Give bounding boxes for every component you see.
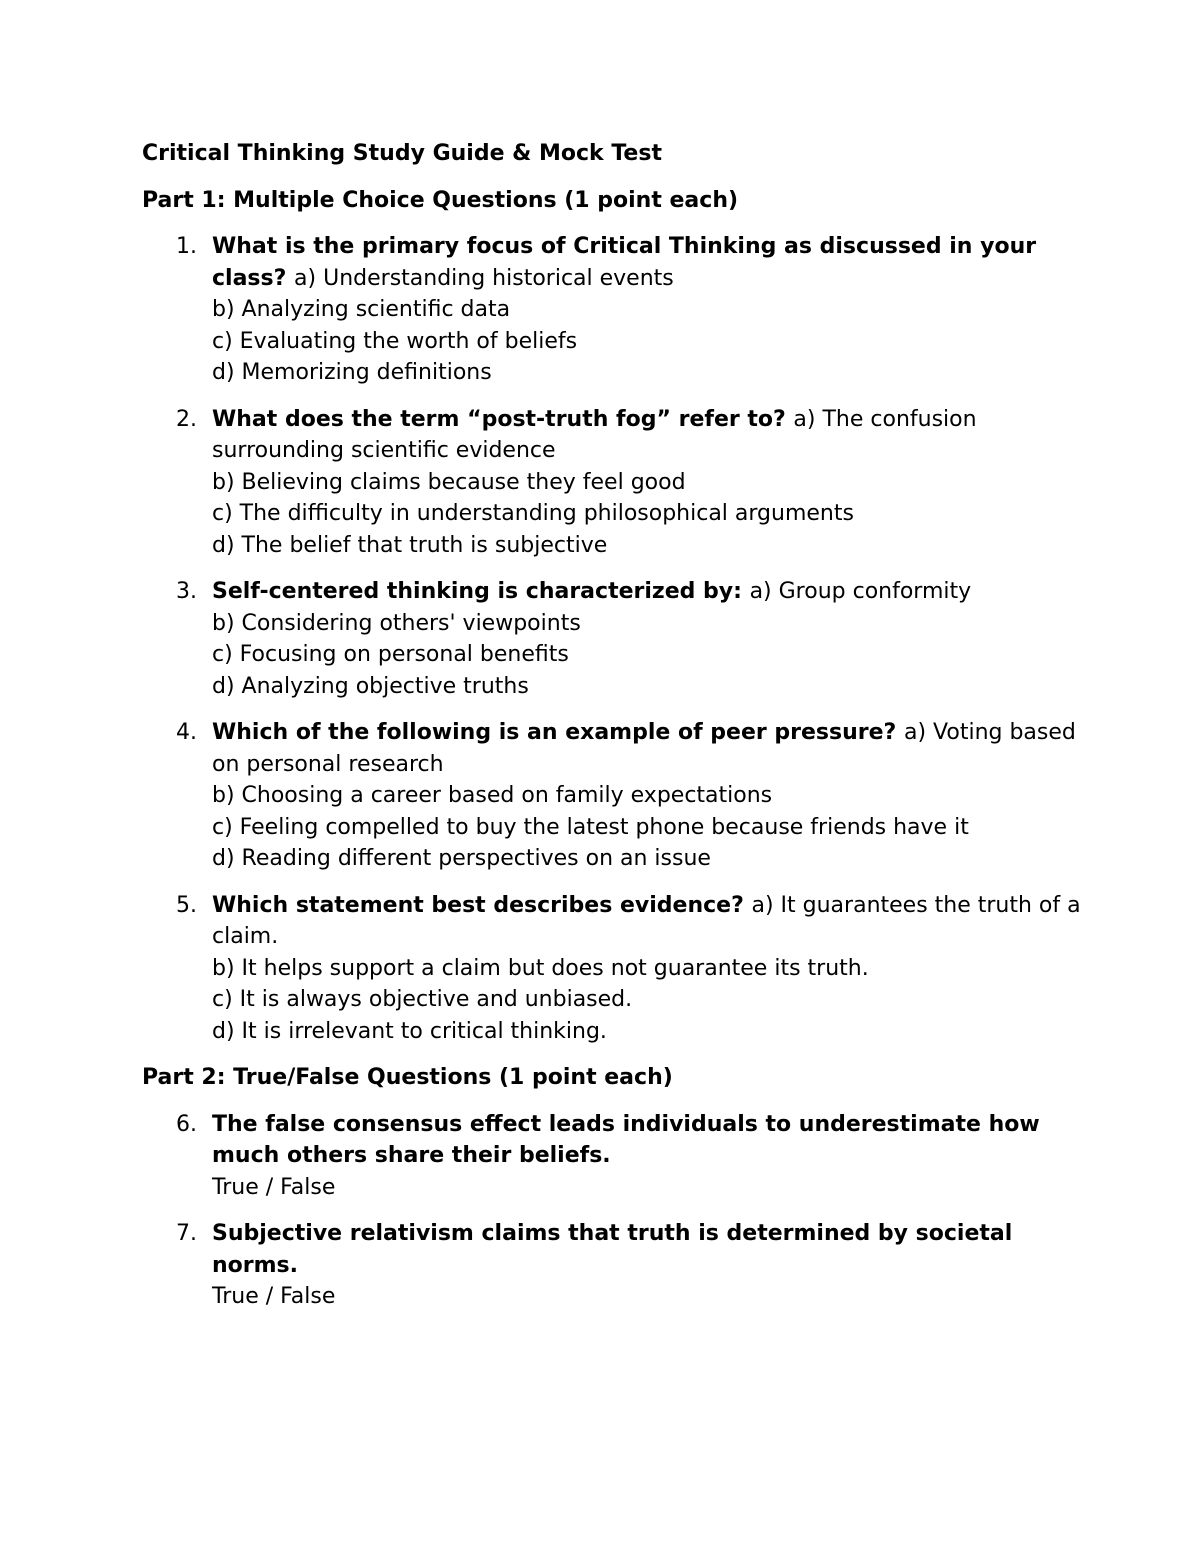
true-false-list (142, 1109, 1082, 1313)
true-false-answer: True / False (212, 1174, 336, 1200)
question-2 (142, 404, 1082, 562)
question-number: 1. (176, 234, 197, 259)
option-d: d) Reading different perspectives on an issue (212, 846, 711, 871)
option-d: d) Analyzing objective truths (212, 673, 529, 699)
question-number: 2. (176, 406, 197, 432)
question-5 (142, 890, 1082, 1048)
option-c: c) It is always objective and unbiased. (212, 987, 633, 1012)
question-number: 5. (176, 892, 197, 918)
question-text: Which statement best describes evidence? (212, 892, 752, 918)
true-false-answer: True / False (212, 1284, 336, 1309)
question-1 (142, 231, 1082, 389)
option-b: b) Considering others' viewpoints (212, 610, 581, 636)
question-number: 7. (176, 1221, 197, 1246)
question-text: The false consensus effect leads individuals to underestimate how much others share their beliefs. (212, 1111, 1040, 1168)
option-c: c) Evaluating the worth of beliefs (212, 328, 578, 354)
question-text: Self-centered thinking is characterized by: (212, 579, 750, 604)
option-d: d) Memorizing definitions (212, 360, 492, 385)
part1-heading: Part 1: Multiple Choice Questions (1 point each) (142, 187, 739, 213)
option-a: a) It guarantees the truth of a claim. (212, 892, 1081, 949)
question-4 (142, 717, 1082, 875)
option-a: a) Voting based on personal research (212, 720, 1076, 777)
question-number: 4. (176, 720, 197, 745)
option-a: a) Understanding historical events (294, 265, 674, 291)
document-title: Critical Thinking Study Guide & Mock Test (142, 141, 662, 166)
question-text: What is the primary focus of Critical Thinking as discussed in your class? (212, 234, 1037, 291)
question-text: Which of the following is an example of peer pressure? (212, 720, 904, 745)
part2-heading: Part 2: True/False Questions (1 point each) (142, 1065, 673, 1090)
document-content (142, 138, 1082, 1328)
question-6 (142, 1109, 1082, 1204)
option-b: b) It helps support a claim but does not guarantee its truth. (212, 955, 869, 981)
option-b: b) Analyzing scientific data (212, 297, 511, 322)
option-c: c) The difficulty in understanding philosophical arguments (212, 501, 854, 526)
question-text: Subjective relativism claims that truth is determined by societal norms. (212, 1221, 1013, 1278)
multiple-choice-list (142, 231, 1082, 1047)
question-7 (142, 1218, 1082, 1313)
option-d: d) The belief that truth is subjective (212, 532, 608, 558)
option-b: b) Choosing a career based on family expectations (212, 783, 773, 808)
option-a: a) The confusion surrounding scientific evidence (212, 406, 977, 463)
question-3 (142, 576, 1082, 702)
option-a: a) Group conformity (749, 579, 972, 604)
question-number: 3. (176, 579, 197, 604)
option-c: c) Focusing on personal benefits (212, 642, 569, 667)
option-d: d) It is irrelevant to critical thinking. (212, 1018, 607, 1044)
option-b: b) Believing claims because they feel good (212, 469, 686, 495)
question-text: What does the term “post-truth fog” refer to? (212, 406, 794, 432)
option-c: c) Feeling compelled to buy the latest phone because friends have it (212, 814, 969, 840)
question-number: 6. (176, 1111, 197, 1137)
